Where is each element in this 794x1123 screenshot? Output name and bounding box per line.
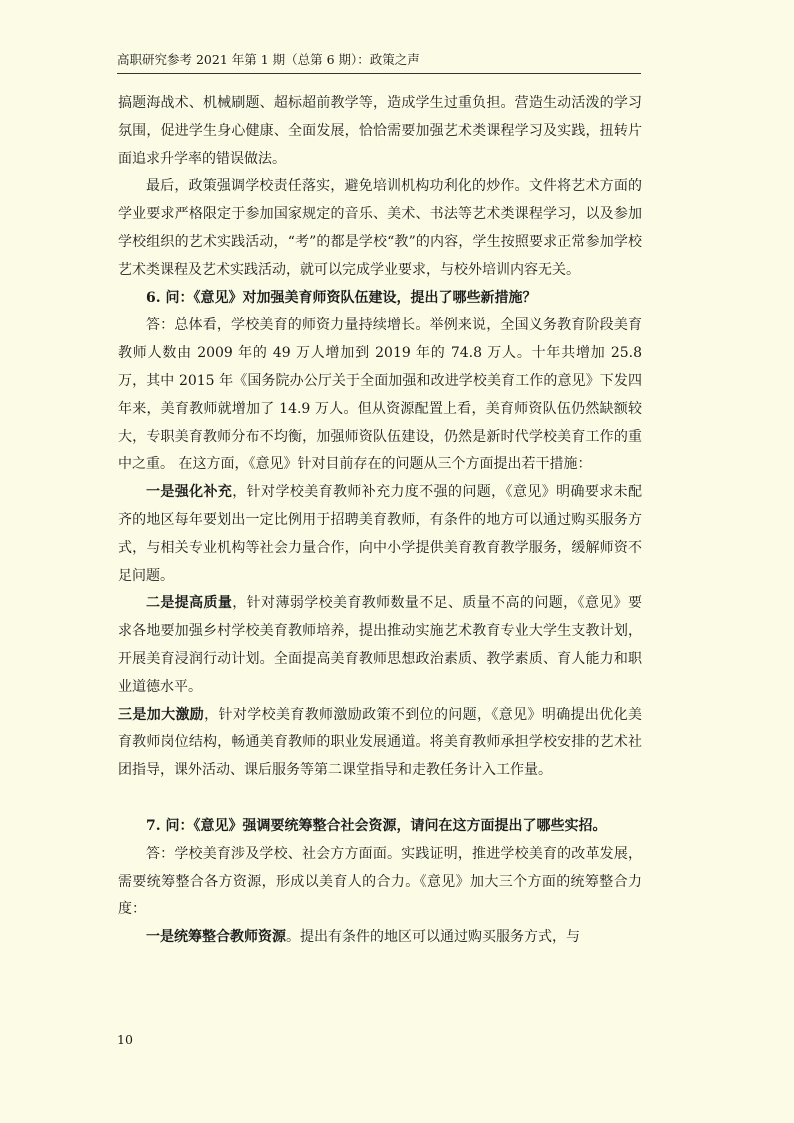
resource-1-text: 。提出有条件的地区可以通过购买服务方式，与 <box>286 929 580 946</box>
running-header: 高职研究参考 2021 年第 1 期（总第 6 期）：政策之声 <box>117 52 420 67</box>
header-rule <box>117 73 641 74</box>
answer-7-intro: 答：学校美育涉及学校、社会方方面面。实践证明，推进学校美育的改革发展，需要统筹整合各方资源，形成以美育人的合力。《意见》加大三个方面的统筹整合力度： <box>118 845 642 918</box>
resource-1-paragraph <box>118 924 642 952</box>
measure-2-paragraph <box>118 590 642 701</box>
question-7-heading: 7. 问：《意见》强调要统筹整合社会资源，请问在这方面提出了哪些实招。 <box>146 817 607 834</box>
paragraph-continuation: 搞题海战术、机械刷题、超标超前教学等，造成学生过重负担。营造生动活泼的学习氛围，促进学生身心健康、全面发展，恰恰需要加强艺术类课程学习及实践，扭转片面追求升学率的错误做法。 <box>118 95 642 167</box>
article-body <box>118 90 642 952</box>
measure-1-text: ，针对学校美育教师补充力度不强的问题，《意见》明确要求未配齐的地区每年要划出一定比例用于招聘美育教师，有条件的地方可以通过购买服务方式，与相关专业机构等社会力量合作，向中小学提供美育教育教学服务，缓解师资不足问题。 <box>118 484 643 584</box>
measure-3-text: ，针对学校美育教师激励政策不到位的问题，《意见》明确提出优化美育教师岗位结构，畅通美育教师的职业发展通道。将美育教师承担学校安排的艺术社团指导，课外活动、课后服务等第二课堂指导和走教任务计入工作量。 <box>118 706 643 779</box>
measure-1-lead: 一是强化补充 <box>146 484 233 501</box>
measure-2-text: ，针对薄弱学校美育教师数量不足、质量不高的问题，《意见》要求各地要加强乡村学校美育教师培养，提出推动实施艺术教育专业大学生支教计划，开展美育浸润行动计划。全面提高美育教师思想政治素质、教学素质、育人能力和职业道德水平。 <box>118 595 643 695</box>
measure-1-paragraph <box>118 479 642 590</box>
section-gap <box>118 785 642 813</box>
measure-2-lead: 二是提高质量 <box>146 595 233 612</box>
paragraph-finally: 最后，政策强调学校责任落实，避免培训机构功利化的炒作。文件将艺术方面的学业要求严格限定于参加国家规定的音乐、美术、书法等艺术类课程学习，以及参加学校组织的艺术实践活动，“考”的都是学校“教”的内容，学生按照要求正常参加学校艺术类课程及艺术实践活动，就可以完成学业要求，与校外培训内容无关。 <box>118 178 642 278</box>
answer-6-intro: 答：总体看，学校美育的师资力量持续增长。举例来说，全国义务教育阶段美育教师人数由 2009 年的 49 万人增加到 2019 年的 74.8 万人。十年共增加 25.8 万，其中 2015 年《国务院办公厅关于全面加强和改进学校美育工作的意见》下发四年来，美育教师就增加了 14.9 万人。但从资源配置上看，美育师资队伍仍然缺额较大，专职美育教师分布不均衡，加强师资队伍建设，仍然是新时代学校美育工作的重中之重。 在这方面，《意见》针对目前存在的问题从三个方面提出若干措施： <box>118 317 642 473</box>
measure-3-paragraph <box>118 702 642 785</box>
measure-3-lead: 三是加大激励 <box>118 706 205 723</box>
page-number: 10 <box>117 1032 133 1047</box>
question-6-heading: 6. 问：《意见》对加强美育师资队伍建设，提出了哪些新措施？ <box>146 289 537 306</box>
resource-1-lead: 一是统筹整合教师资源 <box>146 929 286 946</box>
